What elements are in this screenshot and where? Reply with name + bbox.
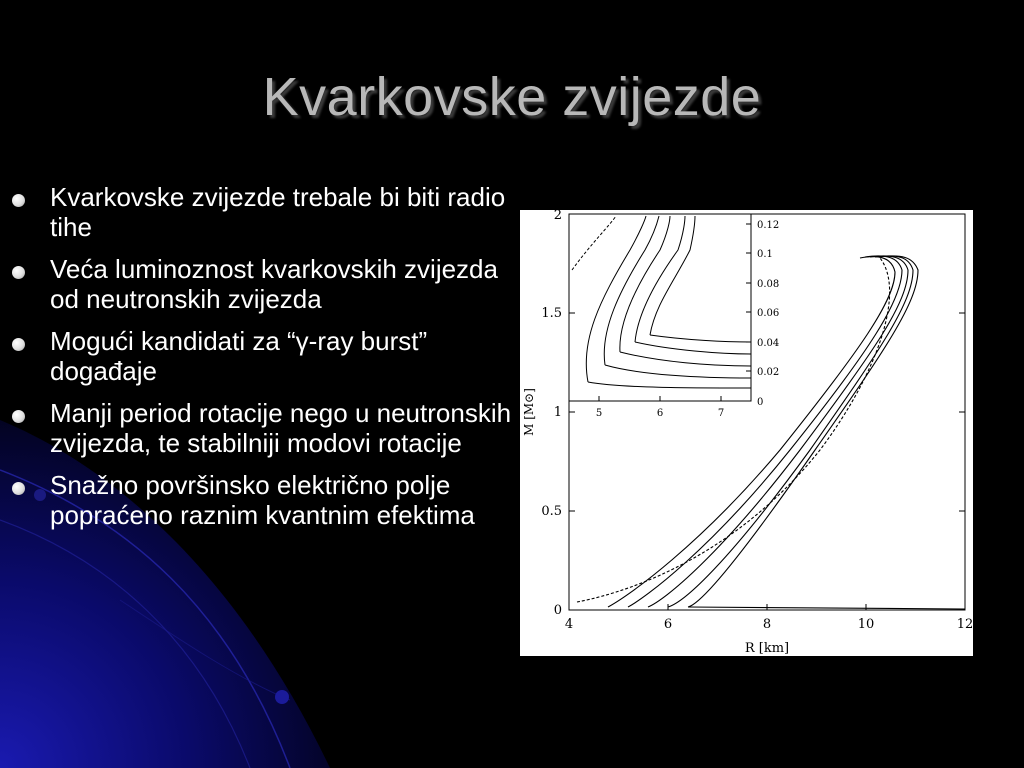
- bullet-item: [12, 470, 512, 530]
- x-tick-labels: [565, 617, 973, 632]
- inset-y-tick-label: 0.08: [757, 279, 780, 290]
- bullet-text: Kvarkovske zvijezde trebale bi biti radio tihe: [50, 182, 506, 242]
- x-tick-label: 12: [956, 617, 973, 632]
- inset-y-tick-label: 0.04: [757, 338, 780, 349]
- y-tick-labels: [541, 210, 562, 618]
- inset-y-tick-label: 0.12: [757, 220, 780, 231]
- x-tick-label: 10: [857, 617, 875, 632]
- inset-frame: [569, 214, 751, 401]
- y-tick-label: 1.5: [541, 306, 562, 321]
- inset-x-tick-label: 6: [656, 408, 664, 419]
- curve-tail: [688, 607, 965, 609]
- bullet-list: [12, 182, 512, 542]
- inset-y-tick-label: 0.02: [757, 367, 780, 378]
- inset-y-tick-labels: [757, 220, 779, 408]
- bullet-item: [12, 326, 512, 386]
- x-axis-label: R [km]: [744, 641, 790, 656]
- bullet-item: [12, 398, 512, 458]
- y-tick-label: 0: [553, 603, 562, 618]
- bullet-dot-icon: [12, 338, 25, 351]
- y-tick-label: 0.5: [541, 504, 562, 519]
- inset-x-tick-label: 7: [717, 408, 725, 419]
- bullet-text: Snažno površinsko električno polje popraćeno raznim kvantnim efektima: [50, 470, 475, 530]
- mass-radius-figure: [520, 210, 973, 656]
- y-tick-label: 1: [553, 405, 562, 420]
- x-tick-label: 6: [663, 617, 673, 632]
- bullet-text: Manji period rotacije nego u neutronskih zvijezda, te stabilniji modovi rotacije: [50, 398, 512, 458]
- inset-y-tick-label: 0: [757, 397, 764, 408]
- slide-title: Kvarkovske zvijezde: [262, 67, 762, 127]
- inset-y-tick-label: 0.06: [757, 308, 780, 319]
- mass-radius-chart: [520, 210, 973, 656]
- x-tick-label: 8: [762, 617, 772, 632]
- bullet-dot-icon: [12, 410, 25, 423]
- bullet-dot-icon: [12, 194, 25, 207]
- bullet-item: [12, 254, 512, 314]
- inset-y-tick-label: 0.1: [757, 249, 773, 260]
- inset-x-tick-label: 5: [595, 408, 603, 419]
- y-axis-label: M [M⊙]: [522, 388, 536, 436]
- y-tick-label: 2: [553, 210, 562, 223]
- bullet-text: Mogući kandidati za “γ-ray burst” događaje: [50, 326, 428, 386]
- x-tick-label: 4: [564, 617, 574, 632]
- bullet-item: [12, 182, 512, 242]
- inset-x-tick-labels: [596, 408, 724, 419]
- bullet-text: Veća luminoznost kvarkovskih zvijezda od neutronskih zvijezda: [50, 254, 498, 314]
- bullet-dot-icon: [12, 482, 25, 495]
- bullet-dot-icon: [12, 266, 25, 279]
